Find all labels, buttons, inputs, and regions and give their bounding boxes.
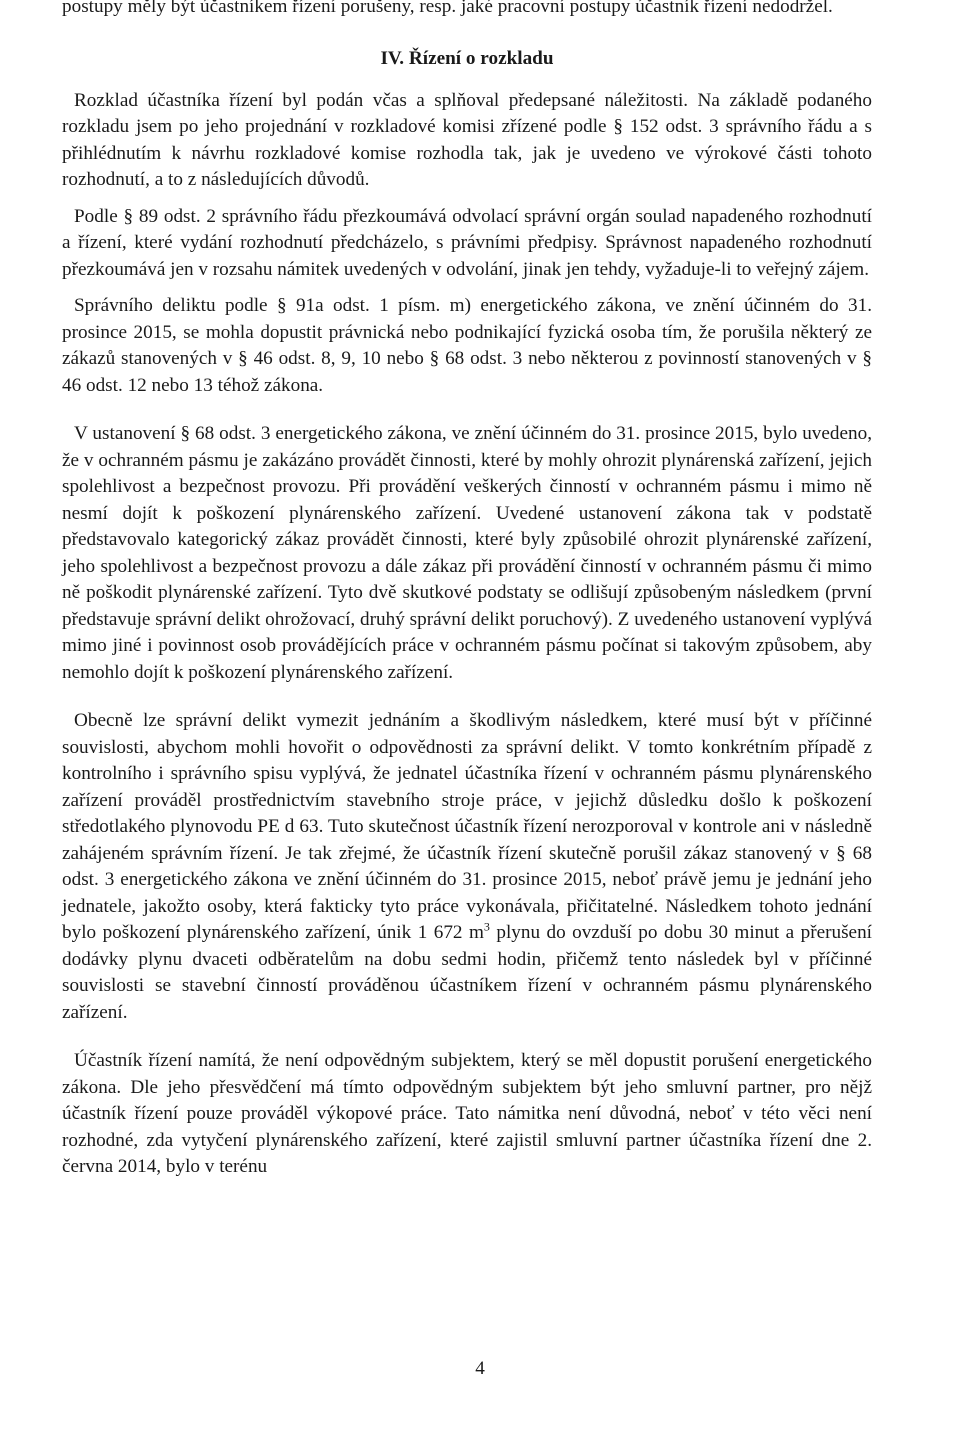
superscript-cubic: 3	[483, 919, 490, 934]
paragraph-carryover: postupy měly být účastníkem řízení porušeny, resp. jaké pracovní postupy účastník řízení nedodržel.	[62, 0, 833, 17]
paragraph-spravni-delikt: Správního deliktu podle § 91a odst. 1 písm. m) energetického zákona, ve znění účinném do 31. prosince 2015, se mohla dopustit právnická nebo podnikající fyzická osoba tím, že porušila některý ze zákazů stanovených v § 46 odst. 8, 9, 10 nebo § 68 odst. 3 nebo některou z povinností stanovených v § 46 odst. 12 nebo 13 téhož zákona.	[62, 295, 872, 396]
paragraph-ustanoveni-68: V ustanovení § 68 odst. 3 energetického zákona, ve znění účinném do 31. prosince 2015, bylo uvedeno, že v ochranném pásmu je zakázáno provádět činnosti, které by mohly ohrozit plynárenská zařízení, jejich spolehlivost a bezpečnost provozu. Při provádění veškerých činností v ochranném pásmu i mimo ně nesmí dojít k poškození plynárenského zařízení. Uvedené ustanovení zákona tak v podstatě představovalo kategorický zákaz provádět činnosti, které byly způsobilé ohrozit plynárenské zařízení, jeho spolehlivost a bezpečnost provozu a dále zákaz při provádění činností v ochranném pásmu či mimo ně poškodit plynárenské zařízení. Tyto dvě skutkové podstaty se odlišují způsobeným následkem (první představuje správní delikt ohrožovací, druhý správní delikt poruchový). Z uvedeného ustanovení vyplývá mimo jiné i povinnost osob provádějících práce v ochranném pásmu počínat si takovým způsobem, aby nemohlo dojít k poškození plynárenského zařízení.	[62, 423, 872, 683]
paragraph-podle-89: Podle § 89 odst. 2 správního řádu přezkoumává odvolací správní orgán soulad napadeného rozhodnutí a řízení, které vydání rozhodnutí předcházelo, s právními předpisy. Správnost napadeného rozhodnutí přezkoumává jen v rozsahu námitek uvedených v odvolání, jinak jen tehdy, vyžaduje-li to veřejný zájem.	[62, 205, 872, 280]
paragraph-obecne-main: Obecně lze správní delikt vymezit jednáním a škodlivým následkem, které musí být v příčinné souvislosti, abychom mohli hovořit o odpovědnosti za správní delikt. V tomto konkrétním případě z kontrolního i správního spisu vyplývá, že jednatel účastníka řízení v ochranném pásmu plynárenského zařízení prováděl prostřednictvím stavebního stroje práce, v jejichž důsledku došlo k poškození středotlakého plynovodu PE d 63. Tuto skutečnost účastník řízení nerozporoval v kontrole ani v následně zahájeném správním řízení. Je tak zřejmé, že účastník řízení skutečně porušil zákaz stanovený v § 68 odst. 3 energetického zákona ve znění účinném do 31. prosince 2015, neboť právě jemu je jednání jeho jednatele, jakožto osoby, která fakticky tyto práce vykonávala, přičitatelné. Následkem tohoto jednání bylo poškození plynárenského zařízení, únik 1 672 m	[62, 710, 872, 943]
section-heading: IV. Řízení o rozkladu	[380, 47, 554, 69]
paragraph-obecne	[62, 708, 872, 1026]
paragraph-obecne-rest: plynu do ovzduší po dobu 30 minut a přerušení dodávky plynu dvaceti odběratelům na dobu sedmi hodin, přičemž tento následek byl v příčinné souvislosti se stavební činností prováděnou účastníkem řízení v ochranném pásmu plynárenského zařízení.	[62, 922, 872, 1023]
paragraph-namitka: Účastník řízení namítá, že není odpovědným subjektem, který se měl dopustit porušení energetického zákona. Dle jeho přesvědčení má tímto odpovědným subjektem být jeho smluvní partner, pro nějž účastník řízení pouze prováděl výkopové práce. Tato námitka není důvodná, neboť v této věci není rozhodné, zda vytyčení plynárenského zařízení, které zajistil smluvní partner účastníka řízení dne 2. června 2014, bylo v terénu	[62, 1050, 872, 1177]
paragraph-rozklad: Rozklad účastníka řízení byl podán včas a splňoval předepsané náležitosti. Na základě podaného rozkladu jsem po jeho projednání v rozkladové komisi zřízené podle § 152 odst. 3 správního řádu a s přihlédnutím k návrhu rozkladové komise rozhodla tak, jak je uvedeno ve výrokové části tohoto rozhodnutí, a to z následujících důvodů.	[62, 89, 872, 190]
page-number: 4	[475, 1358, 485, 1379]
